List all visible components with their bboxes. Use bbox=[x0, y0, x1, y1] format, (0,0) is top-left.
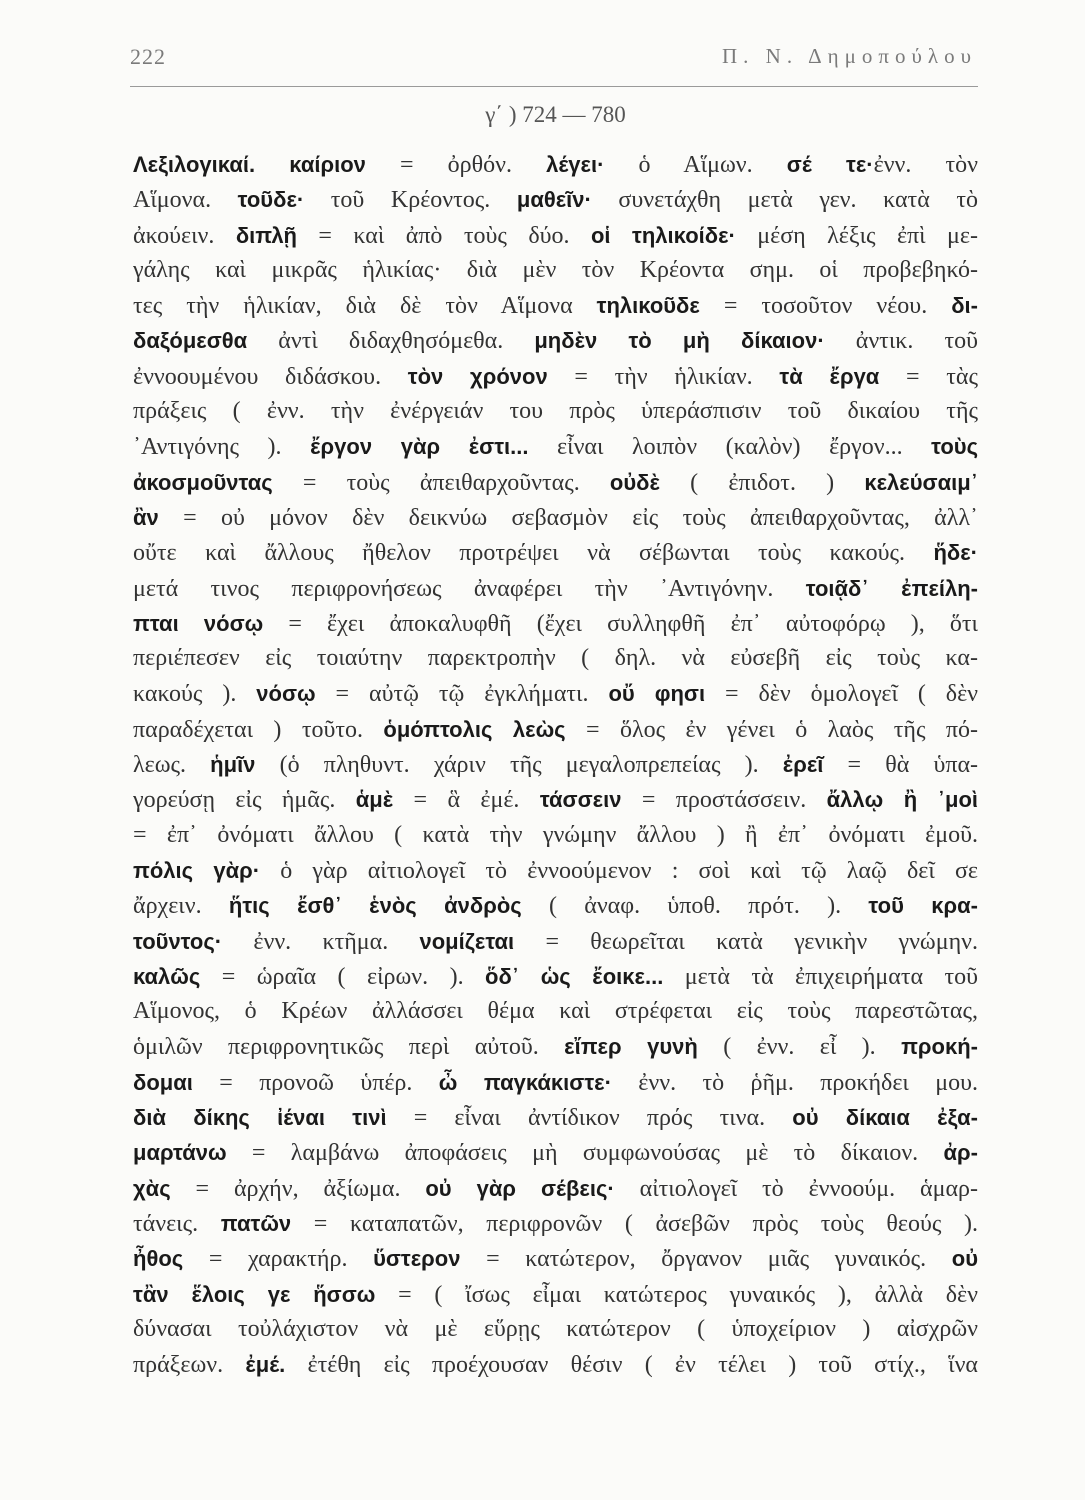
text-line bbox=[133, 218, 978, 253]
gloss-text: πράξεων. bbox=[133, 1352, 246, 1379]
gloss-text: = τὰς bbox=[879, 363, 978, 390]
lemma-term: πατῶν bbox=[220, 1210, 292, 1236]
text-line bbox=[133, 676, 978, 711]
gloss-text: κακούς ). bbox=[133, 681, 257, 708]
gloss-text: ( ἐνν. εἶ ). bbox=[697, 1034, 902, 1061]
gloss-text: τες τὴν ἡλικίαν, διὰ δὲ τὸν Αἵμονα bbox=[133, 293, 597, 320]
lemma-term: ἀκοσμοῦντας bbox=[133, 469, 273, 495]
gloss-text: Αἵμονος, ὁ Κρέων ἀλλάσσει θέμα καὶ στρέφεται εἰς τοὺς παρεστῶτας, bbox=[133, 998, 978, 1025]
text-line bbox=[133, 500, 978, 535]
gloss-text: ἀντὶ διδαχθησόμεθα. bbox=[247, 328, 535, 355]
lemma-term: μαθεῖν· bbox=[516, 187, 592, 213]
lemma-term: δαξόμεσθα bbox=[133, 328, 248, 354]
lemma-term: προκή- bbox=[901, 1034, 978, 1060]
gloss-text: ἐνν. τὸ ῥῆμ. προκήδει μου. bbox=[611, 1069, 978, 1096]
gloss-text: ᾿Αντιγόνης ). bbox=[133, 434, 311, 461]
gloss-text: = θὰ ὑπα- bbox=[823, 752, 978, 779]
lemma-term: ἦθος bbox=[133, 1246, 184, 1272]
lemma-term: ὅδ᾿ ὡς ἔοικε... bbox=[485, 963, 664, 989]
lemma-term: ὦ παγκάκιστε· bbox=[438, 1069, 612, 1095]
text-line bbox=[133, 924, 978, 959]
gloss-text: μετὰ τὰ ἐπιχειρήματα τοῦ bbox=[663, 963, 978, 990]
gloss-text: αἰτιολογεῖ τὸ ἐννοούμ. ἁμαρ- bbox=[614, 1175, 978, 1202]
text-line bbox=[133, 994, 978, 1029]
gloss-text: = κατώτερον, ὄργανον μιᾶς γυναικός. bbox=[460, 1246, 952, 1273]
page-number: 222 bbox=[130, 44, 166, 69]
gloss-text: (ὁ πληθυντ. χάριν τῆς μεγαλοπρεπείας ). bbox=[255, 752, 783, 779]
lemma-term: οὐ γὰρ σέβεις· bbox=[425, 1175, 615, 1201]
gloss-text: περιέπεσεν εἰς τοιαύτην παρεκτροπὴν ( δηλ. νὰ εὐσεβῆ εἰς τοὺς κα- bbox=[133, 645, 978, 672]
lemma-term: οὐ bbox=[951, 1246, 978, 1272]
gloss-text: δύνασαι τοὐλάχιστον νὰ μὲ εὕρῃς κατώτερον ( ὑποχείριον ) αἰσχρῶν bbox=[133, 1315, 978, 1342]
gloss-text: = καταπατῶν, περιφρονῶν ( ἀσεβῶν πρὸς τοὺς θεούς ). bbox=[291, 1210, 978, 1237]
gloss-text: πράξεις ( ἐνν. τὴν ἐνέργειάν του πρὸς ὑπεράσπισιν τοῦ δικαίου τῆς bbox=[133, 398, 978, 425]
gloss-text: = καὶ ἀπὸ τοὺς δύο. bbox=[297, 222, 591, 249]
text-line bbox=[133, 1347, 978, 1382]
gloss-text: = ὡραῖα ( εἰρων. ). bbox=[200, 963, 486, 990]
gloss-text: = προνοῶ ὑπέρ. bbox=[192, 1069, 439, 1096]
gloss-text: τοῦ Κρέοντος. bbox=[304, 187, 517, 214]
text-line bbox=[133, 1312, 978, 1347]
lemma-term: νομίζεται bbox=[419, 928, 515, 954]
text-line bbox=[133, 359, 978, 394]
lemma-term: τἂν ἕλοις γε ἥσσω bbox=[133, 1281, 376, 1307]
lemma-term: διπλῇ bbox=[235, 222, 297, 248]
lemma-term: τοῦ κρα- bbox=[868, 893, 978, 919]
lemma-term: ἐρεῖ bbox=[782, 752, 824, 778]
lemma-term: εἴπερ γυνὴ bbox=[564, 1034, 698, 1060]
lemma-term: οὔ φησι bbox=[608, 681, 706, 707]
lemma-term: ἄλλῳ ἢ ᾿μοὶ bbox=[826, 787, 978, 813]
lemma-term: τηλικοῦδε bbox=[596, 293, 700, 319]
text-line bbox=[133, 1029, 978, 1064]
gloss-text: ἀκούειν. bbox=[133, 222, 236, 249]
lemma-term: τοιᾷδ᾿ ἐπείλη- bbox=[805, 575, 978, 601]
lemma-term: οἱ τηλικοίδε· bbox=[590, 222, 736, 248]
lemma-term: χὰς bbox=[133, 1175, 171, 1201]
lemma-term: τοὺς bbox=[931, 434, 978, 460]
gloss-text: ἐννοουμένου διδάσκου. bbox=[133, 363, 408, 390]
gloss-text: Αἵμονα. bbox=[133, 187, 238, 214]
lemma-term: ἥτις ἔσθ᾿ ἑνὸς ἀνδρὸς bbox=[228, 893, 522, 919]
gloss-text: = χαρακτήρ. bbox=[183, 1246, 374, 1273]
text-line bbox=[133, 888, 978, 923]
gloss-text: ὁ Αἵμων. bbox=[604, 152, 787, 178]
text-line bbox=[133, 429, 978, 464]
lemma-term: οὐδὲ bbox=[609, 469, 660, 495]
gloss-text: ἀντικ. τοῦ bbox=[824, 328, 978, 355]
lemma-term: ἀρ- bbox=[943, 1140, 978, 1166]
lemma-term: ἔργον γὰρ ἐστι... bbox=[310, 434, 529, 460]
text-line bbox=[133, 1135, 978, 1170]
text-line bbox=[133, 323, 978, 358]
gloss-text: ( ἐπιδοτ. ) bbox=[659, 469, 865, 496]
text-line bbox=[133, 853, 978, 888]
gloss-text: = λαμβάνω ἀποφάσεις μὴ συμφωνούσας μὲ τὸ δίκαιον. bbox=[226, 1140, 944, 1167]
gloss-text: τάνεις. bbox=[133, 1210, 221, 1237]
commentary-text bbox=[133, 147, 978, 1382]
text-line bbox=[133, 182, 978, 217]
lemma-term: τὸν χρόνον bbox=[407, 363, 548, 389]
header-rule bbox=[130, 86, 978, 87]
gloss-text: = ὀρθόν. bbox=[365, 152, 547, 178]
text-line bbox=[133, 253, 978, 288]
gloss-text: εἶναι λοιπὸν (καλὸν) ἔργον... bbox=[528, 434, 932, 461]
text-line bbox=[133, 641, 978, 676]
lemma-term: τὰ ἔργα bbox=[779, 363, 880, 389]
gloss-text: = ἔχει ἀποκαλυφθῆ (ἔχει συλληφθῆ ἐπ᾿ αὐτοφόρῳ ), ὅτι bbox=[263, 610, 978, 637]
lemma-term: πται νόσῳ bbox=[133, 610, 264, 636]
gloss-text: = ὅλος ἐν γένει ὁ λαὸς τῆς πό- bbox=[565, 716, 978, 743]
lemma-term: δι- bbox=[951, 293, 978, 319]
lemma-term: πόλις γὰρ· bbox=[133, 857, 261, 883]
lemma-term: καλῶς bbox=[133, 963, 201, 989]
text-line bbox=[133, 606, 978, 641]
text-line bbox=[133, 1277, 978, 1312]
gloss-text: παραδέχεται ) τοῦτο. bbox=[133, 716, 384, 743]
text-line bbox=[133, 465, 978, 500]
lemma-term: λέγει· bbox=[546, 152, 605, 177]
gloss-text: ὁ γὰρ αἰτιολογεῖ τὸ ἐννοούμενον : σοὶ καὶ τῷ λαῷ δεῖ σε bbox=[260, 857, 978, 884]
lemma-term: Λεξιλογικαί. καίριον bbox=[133, 152, 366, 177]
lemma-term: ὕστερον bbox=[373, 1246, 461, 1272]
lemma-term: διὰ δίκης ἰέναι τινὶ bbox=[133, 1105, 387, 1131]
lemma-term: ἐμέ. bbox=[245, 1352, 286, 1378]
lemma-term: νόσῳ bbox=[256, 681, 316, 707]
running-head-author: Π. Ν. Δημοπούλου bbox=[722, 44, 977, 68]
text-line bbox=[133, 959, 978, 994]
text-line bbox=[133, 147, 978, 182]
lemma-term: ἡμῖν bbox=[210, 752, 256, 778]
lemma-term: ὁμόπτολις λεὼς bbox=[383, 716, 566, 742]
text-line bbox=[133, 747, 978, 782]
text-line bbox=[133, 571, 978, 606]
lemma-term: κελεύσαιμ᾿ bbox=[864, 469, 978, 495]
gloss-text: = τὴν ἡλικίαν. bbox=[547, 363, 780, 390]
text-line bbox=[133, 288, 978, 323]
gloss-text: οὔτε καὶ ἄλλους ἤθελον προτρέψει νὰ σέβωνται τοὺς κακούς. bbox=[133, 540, 934, 567]
gloss-text: μετά τινος περιφρονήσεως ἀναφέρει τὴν ᾿Αντιγόνην. bbox=[133, 575, 806, 602]
gloss-text: = ἀρχήν, ἀξίωμα. bbox=[170, 1175, 426, 1202]
lemma-term: τοῦδε· bbox=[237, 187, 305, 213]
text-line bbox=[133, 535, 978, 570]
lemma-term: δομαι bbox=[133, 1069, 193, 1095]
gloss-text: = εἶναι ἀντίδικον πρός τινα. bbox=[386, 1105, 793, 1132]
gloss-text: γορεύσῃ εἰς ἡμᾶς. bbox=[133, 787, 356, 814]
section-heading: γ΄ ) 724 — 780 bbox=[485, 102, 626, 127]
gloss-text: ἐτέθη εἰς προέχουσαν θέσιν ( ἐν τέλει ) τοῦ στίχ., ἵνα bbox=[285, 1352, 978, 1379]
lemma-term: μαρτάνω bbox=[133, 1140, 227, 1166]
lemma-term: ἂν bbox=[133, 504, 159, 530]
gloss-text: = προστάσσειν. bbox=[621, 787, 827, 814]
lemma-term: μηδὲν τὸ μὴ δίκαιον· bbox=[534, 328, 825, 354]
gloss-text: = ( ἴσως εἶμαι κατώτερος γυναικός ), ἀλλὰ δὲν bbox=[375, 1281, 978, 1308]
text-line bbox=[133, 1241, 978, 1276]
gloss-text: = τοὺς ἀπειθαρχοῦντας. bbox=[272, 469, 610, 496]
gloss-text: = τοσοῦτον νέου. bbox=[699, 293, 952, 320]
lemma-term: οὐ δίκαια ἐξα- bbox=[792, 1105, 978, 1131]
gloss-text: μέση λέξις ἐπὶ με- bbox=[735, 222, 978, 249]
lemma-term: τοῦντος· bbox=[133, 928, 223, 954]
gloss-text: ἐνν. τὸν bbox=[873, 152, 978, 178]
gloss-text: συνετάχθη μετὰ γεν. κατὰ τὸ bbox=[591, 187, 978, 214]
text-line bbox=[133, 1065, 978, 1100]
text-line bbox=[133, 818, 978, 853]
text-line bbox=[133, 394, 978, 429]
gloss-text: = δὲν ὁμολογεῖ ( δὲν bbox=[705, 681, 978, 708]
lemma-term: ἥδε· bbox=[933, 540, 978, 566]
lemma-term: ἁμὲ bbox=[355, 787, 394, 813]
lemma-term: σέ τε· bbox=[786, 152, 874, 177]
text-line bbox=[133, 712, 978, 747]
gloss-text: ἄρχειν. bbox=[133, 893, 229, 920]
gloss-text: = αὐτῷ τῷ ἐγκλήματι. bbox=[315, 681, 609, 708]
text-line bbox=[133, 1100, 978, 1135]
text-line bbox=[133, 782, 978, 817]
text-line bbox=[133, 1171, 978, 1206]
gloss-text: = θεωρεῖται κατὰ γενικὴν γνώμην. bbox=[514, 928, 978, 955]
gloss-text: = ἃ ἐμέ. bbox=[393, 787, 540, 814]
gloss-text: ( ἀναφ. ὑποθ. πρότ. ). bbox=[521, 893, 869, 920]
gloss-text: = οὐ μόνον δὲν δεικνύω σεβασμὸν εἰς τοὺς ἀπειθαρχοῦντας, ἀλλ᾿ bbox=[158, 504, 978, 531]
gloss-text: γάλης καὶ μικρᾶς ἡλικίας· διὰ μὲν τὸν Κρέοντα σημ. οἱ προβεβηκό- bbox=[133, 256, 978, 283]
gloss-text: λεως. bbox=[133, 752, 211, 779]
lemma-term: τάσσειν bbox=[539, 787, 622, 813]
text-line bbox=[133, 1206, 978, 1241]
gloss-text: ὁμιλῶν περιφρονητικῶς περὶ αὐτοῦ. bbox=[133, 1034, 565, 1061]
gloss-text: = ἐπ᾿ ὀνόματι ἄλλου ( κατὰ τὴν γνώμην ἄλλου ) ἢ ἐπ᾿ ὀνόματι ἐμοῦ. bbox=[133, 821, 978, 848]
gloss-text: ἐνν. κτῆμα. bbox=[222, 928, 420, 955]
